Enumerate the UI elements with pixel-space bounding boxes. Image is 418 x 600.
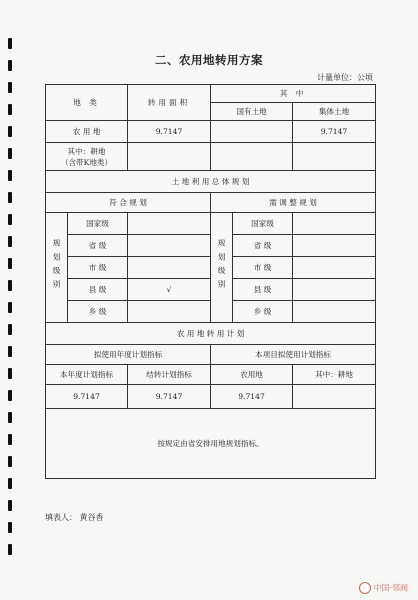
val-carry-over: 9.7147 xyxy=(128,385,211,409)
binder-hole xyxy=(8,280,12,291)
binder-hole xyxy=(8,302,12,313)
header-of-which: 其 中 xyxy=(211,85,376,103)
binder-hole xyxy=(8,104,12,115)
header-land-type: 地 类 xyxy=(46,85,128,121)
level-city: 市 级 xyxy=(68,257,128,279)
adjust-mark-province xyxy=(293,235,376,257)
level-national: 国家级 xyxy=(68,213,128,235)
plan-level-label-right: 规划级别 xyxy=(211,213,233,323)
conversion-plan-title: 农 用 地 转 用 计 划 xyxy=(46,323,376,345)
page-title: 二、农用地转用方案 xyxy=(155,53,263,67)
binder-hole xyxy=(8,456,12,467)
val-farmland: 9.7147 xyxy=(211,385,293,409)
land-use-plan-title: 土 地 利 用 总 体 规 划 xyxy=(46,171,376,193)
val-arable xyxy=(293,385,376,409)
adjust-level-national: 国家级 xyxy=(233,213,293,235)
arable-collective xyxy=(293,143,376,171)
adjust-level-city: 市 级 xyxy=(233,257,293,279)
conform-mark-province xyxy=(128,235,211,257)
adjust-level-county: 县 级 xyxy=(233,279,293,301)
binder-hole xyxy=(8,214,12,225)
adjust-mark-township xyxy=(293,301,376,323)
annual-plan-header: 拟使用年度计划指标 xyxy=(46,345,211,365)
farmland-label: 农 用 地 xyxy=(46,121,128,143)
arable-state xyxy=(211,143,293,171)
farmland-area: 9.7147 xyxy=(128,121,211,143)
binder-hole xyxy=(8,148,12,159)
arable-label-line1: 其中：耕地 xyxy=(67,146,106,156)
binder-hole xyxy=(8,258,12,269)
binder-hole xyxy=(8,236,12,247)
binder-hole xyxy=(8,324,12,335)
binder-hole xyxy=(8,126,12,137)
unit-label: 计量单位：公顷 xyxy=(317,73,373,82)
binder-hole xyxy=(8,522,12,533)
conform-mark-county: √ xyxy=(128,279,211,301)
conform-mark-city xyxy=(128,257,211,279)
farmland-collective: 9.7147 xyxy=(293,121,376,143)
adjust-mark-county xyxy=(293,279,376,301)
watermark-logo-icon xyxy=(359,582,371,594)
binder-hole xyxy=(8,434,12,445)
val-current-year: 9.7147 xyxy=(46,385,128,409)
header-state-land: 国有土地 xyxy=(211,103,293,121)
watermark-text: 中国·邻阀 xyxy=(373,583,408,593)
binder-hole xyxy=(8,192,12,203)
header-collective-land: 集体土地 xyxy=(293,103,376,121)
conform-mark-national xyxy=(128,213,211,235)
binder-hole xyxy=(8,38,12,49)
binder-hole xyxy=(8,82,12,93)
watermark xyxy=(359,582,408,594)
adjust-mark-city xyxy=(293,257,376,279)
adjust-plan-header: 需 调 整 规 划 xyxy=(211,193,376,213)
conform-mark-township xyxy=(128,301,211,323)
farmland-state xyxy=(211,121,293,143)
plan-level-label-left: 规划级别 xyxy=(46,213,68,323)
project-plan-header: 本项目拟使用计划指标 xyxy=(211,345,376,365)
binder-hole xyxy=(8,544,12,555)
binder-hole xyxy=(8,170,12,181)
binder-hole xyxy=(8,500,12,511)
arable-label-line2: （含带K地类） xyxy=(60,157,113,167)
level-province: 省 级 xyxy=(68,235,128,257)
binder-hole xyxy=(8,346,12,357)
header-area: 转用面积 xyxy=(128,85,211,121)
col-carry-over: 结转计划指标 xyxy=(128,365,211,385)
conform-plan-header: 符 合 规 划 xyxy=(46,193,211,213)
binder-hole xyxy=(8,390,12,401)
adjust-level-township: 乡 级 xyxy=(233,301,293,323)
adjust-level-province: 省 级 xyxy=(233,235,293,257)
level-county: 县 级 xyxy=(68,279,128,301)
filler-label: 填表人： 黄谷香 xyxy=(45,513,104,522)
level-township: 乡 级 xyxy=(68,301,128,323)
land-conversion-table xyxy=(45,84,376,479)
arable-label xyxy=(46,143,128,171)
col-current-year: 本年度计划指标 xyxy=(46,365,128,385)
note-cell: 按规定由省安排用地规划指标。 xyxy=(46,409,376,479)
binder-hole xyxy=(8,478,12,489)
arable-area xyxy=(128,143,211,171)
binder-hole xyxy=(8,368,12,379)
binder-hole xyxy=(8,412,12,423)
adjust-mark-national xyxy=(293,213,376,235)
col-arable: 其中：耕地 xyxy=(293,365,376,385)
col-farmland: 农用地 xyxy=(211,365,293,385)
